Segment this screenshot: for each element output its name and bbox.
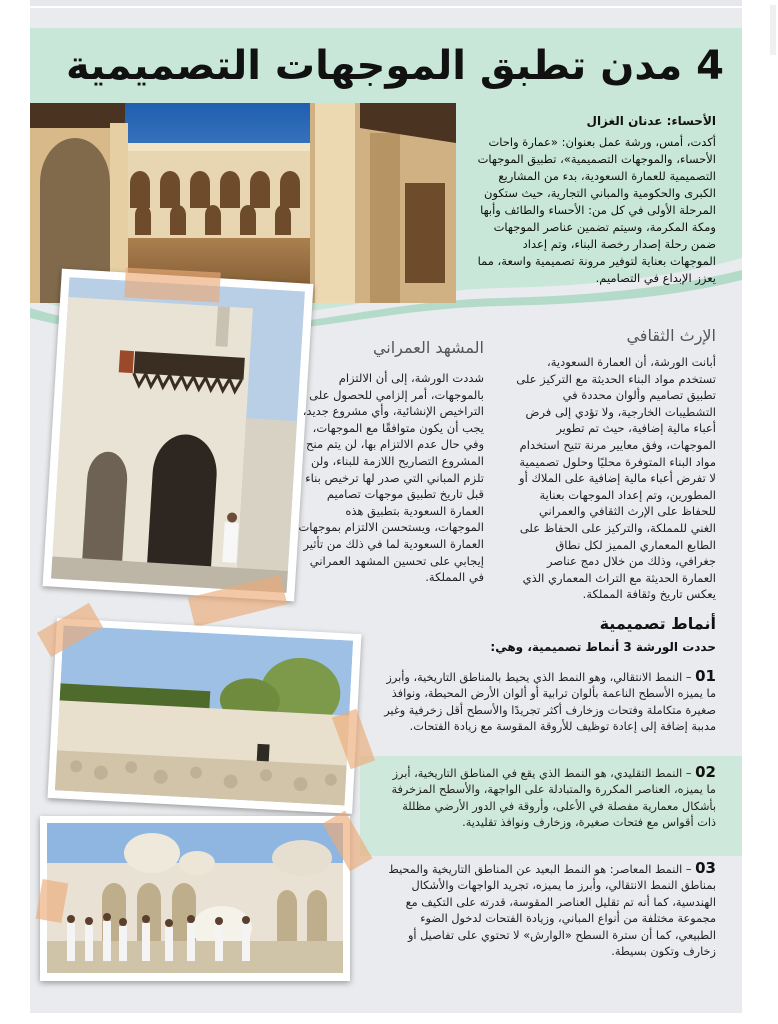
- urban-heading: المشهد العمراني: [372, 338, 484, 357]
- article-title: 4 مدن تطبق الموجهات التصميمية: [65, 43, 724, 89]
- edge-mark: [770, 5, 776, 55]
- pattern-number: 02: [695, 763, 716, 781]
- white-building-photo-frame: [43, 269, 314, 602]
- domed-building-photo: [47, 823, 343, 973]
- heritage-body: أبانت الورشة، أن العمارة السعودية، تستخدم مواد البناء الحديثة مع التركيز على تطبيق تصاميم وألوان محددة في التشطيبات الخارجية، ولا تؤدي إلى فرض أعباء مالية إضافية، حيث تم تطوير الموجهات، وفق معايير مرنة تتيح استخدام مواد البناء المتوفرة محليًا وحلول تصميمية لا تفرض أعباء مالية إضافية على الملاك أو المطورين، وتم إعداد الموجهات بعناية للحفاظ على الإرث الثقافي والعمراني الغني للمملكة، والتركيز على الحفاظ على الطابع المعماري المميز لكل نطاق جغرافي، وذلك من خلال دمج عناصر العمارة الحديثة مع التراث المعماري الذي يعكس تاريخ وثقافة المملكة.: [516, 355, 716, 602]
- byline: الأحساء: عدنان الغزال: [586, 114, 716, 128]
- pattern-text: – النمط التقليدي، هو النمط الذي يقع في المناطق التاريخية، أبرز ما يميزه، العناصر المكررة والمتبادلة على الواجهة، والأسطح المزخرفة بأشكال معمارية مفصلة في الأعلى، وأروقة في الدور الأرضي مظللة ذات أقواس مع فتحات صغيرة، وزخارف ونوافذ تقليدية.: [391, 767, 716, 830]
- white-building-photo: [51, 277, 305, 593]
- pattern-number: 03: [695, 859, 716, 877]
- patterns-heading: أنماط تصميمية: [599, 614, 716, 633]
- mud-wall-photo: [55, 625, 353, 805]
- pattern-text: – النمط المعاصر: هو النمط البعيد عن المناطق التاريخية والمحيط بمناطق النمط الانتقالي، وأبرز ما يميزه، تجريد الواجهات والأشكال الهندسية، كما أنه تم تقليل العناصر المقوسة، قدرته على التكيف مع مجموعة مختلفة من أنواع المباني، وزيادة الفتحات لدخول الضوء الطبيعي، كما أن سترة السطح «الوارش» لا تحتوي على تفاصيل أو زخارف وتكون بسيطة.: [388, 863, 716, 959]
- article-page: [30, 8, 742, 1013]
- intro-paragraph: أكدت، أمس، ورشة عمل بعنوان: «عمارة واحات الأحساء، والموجهات التصميمية»، تطبيق الموجهات التصميمية للعمارة السعودية، بدء من المشاريع الكبرى والحكومية والمباني التجارية، حيث ستكون المرحلة الأولى في كل من: الأحساء والطائف وأبها ومكة المكرمة، وسيتم تضمين عناصر الموجهات ضمن رحلة إصدار رخصة البناء، وتم إعداد الموجهات بعناية لتوفير مرونة تصميمية واسعة، مما يعزز الإبداع في التصاميم.: [477, 135, 716, 285]
- pattern-item-03: [381, 860, 716, 960]
- pattern-text: – النمط الانتقالي، وهو النمط الذي يحيط بالمناطق التاريخية، وأبرز ما يميزه الأسطح الناعمة بألوان ترابية أو ألوان الأرض المحيطة، ونوافذ صغيرة متكاملة وفتحات وزخارف أكثر تجريدًا والأسطح أقل زخرفية وغير مدببة إضافة إلى إعادة توظيف للأروقة المقوسة مع زيادة الفتحات.: [384, 671, 716, 734]
- patterns-subheading: حددت الورشة 3 أنماط تصميمية، وهي:: [490, 640, 716, 654]
- page-edge: [766, 0, 778, 1024]
- heritage-heading: الإرث الثقافي: [626, 326, 716, 345]
- urban-body: شددت الورشة، إلى أن الالتزام بالموجهات، أمر إلزامي للحصول على التراخيص الإنشائية، وأي مشروع جديد، يجب أن يكون متوافقًا مع الموجهات، وفي حال عدم الالتزام بها، لن يتم منح المشروع التصاريح اللازمة للبناء، ولن تلزم المباني التي صدر لها ترخيص بناء قبل تاريخ تطبيق موجهات تصاميم العمارة السعودية بتطبيق هذه الموجهات، ويستحسن الالتزام بموجهات العمارة السعودية لما في ذلك من تأثير إيجابي على تحسين المشهد العمراني في المملكة.: [298, 371, 484, 585]
- mud-wall-photo-frame: [47, 618, 361, 814]
- tape-strip: [124, 268, 220, 303]
- top-rule: [30, 0, 742, 6]
- pattern-item-02: [381, 764, 716, 832]
- domed-building-photo-frame: [40, 816, 350, 981]
- pattern-number: 01: [695, 667, 716, 685]
- pattern-item-01: [381, 668, 716, 736]
